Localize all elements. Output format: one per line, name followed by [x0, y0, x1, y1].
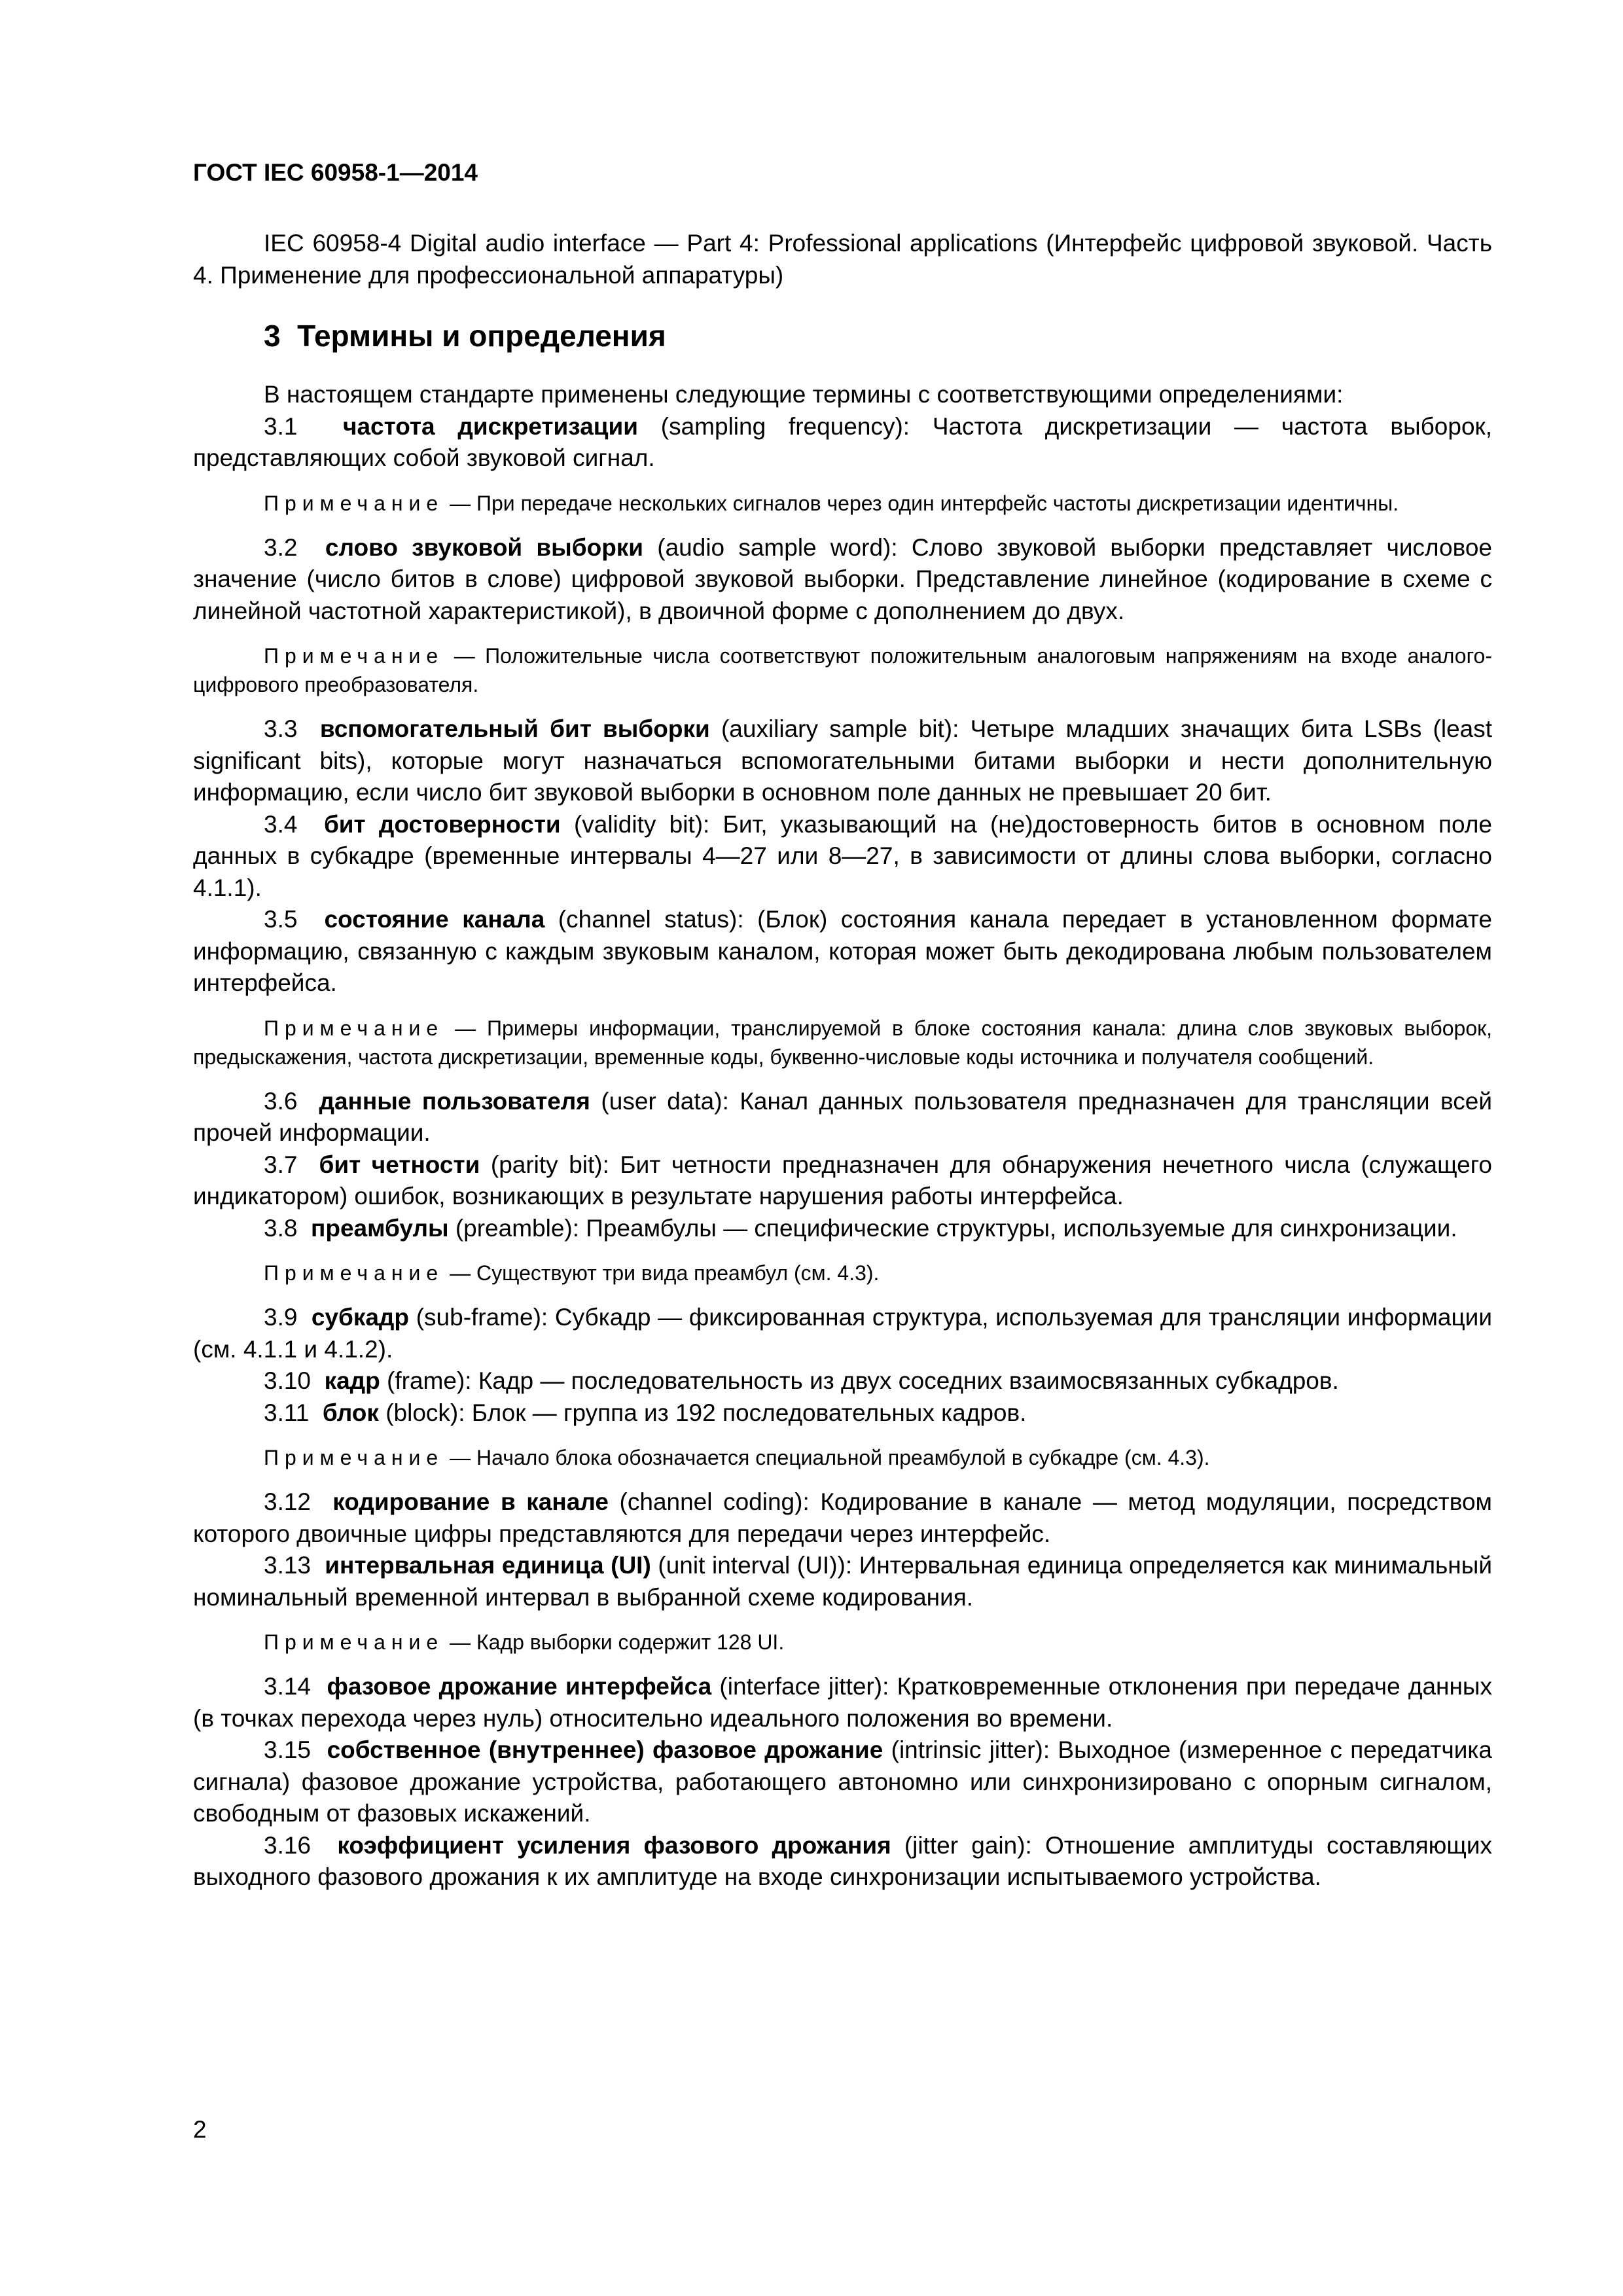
- term-3-3: [193, 713, 1492, 809]
- document-page: [193, 157, 1492, 1893]
- term-definition: (frame): Кадр — последовательность из двух соседних взаимосвязанных субкадров.: [380, 1367, 1339, 1394]
- term-3-7: [193, 1149, 1492, 1213]
- term-definition: (audio sample word): Слово звуковой выборки представляет числовое значение (число битов в слове) цифровой звуковой выборки. Представление линейное (кодирование в схеме с линейной частотной характеристикой), в двоичной форме с дополнением до двух.: [193, 533, 1492, 624]
- term-name: данные пользователя: [319, 1087, 590, 1115]
- term-name: частота дискретизации: [342, 412, 639, 440]
- term-number: 3.6: [264, 1087, 298, 1115]
- term-number: 3.8: [264, 1214, 298, 1242]
- term-definition: (interface jitter): Кратковременные отклонения при передаче данных (в точках перехода через нуль) относительно идеального положения во времени.: [193, 1673, 1492, 1732]
- note-3-8: [193, 1259, 1492, 1287]
- term-3-15: [193, 1734, 1492, 1830]
- term-name: интервальная единица (UI): [325, 1552, 651, 1579]
- note-text: — Кадр выборки содержит 128 UI.: [444, 1630, 785, 1654]
- term-definition: (channel coding): Кодирование в канале — метод модуляции, посредством которого двоичные цифры представляются для передачи через интерфейс.: [193, 1488, 1492, 1547]
- note-label: Примечание: [264, 1446, 444, 1469]
- note-text: — При передаче нескольких сигналов через один интерфейс частоты дискретизации идентичны.: [444, 491, 1399, 515]
- term-name: собственное (внутреннее) фазовое дрожание: [327, 1736, 883, 1763]
- term-name: слово звуковой выборки: [325, 533, 644, 561]
- term-definition: (jitter gain): Отношение амплитуды составляющих выходного фазового дрожания к их амплитуде на входе синхронизации испытываемого устройства.: [193, 1831, 1492, 1890]
- note-text: — Положительные числа соответствуют положительным аналоговым напряжениям на входе аналого-цифрового преобразователя.: [193, 644, 1492, 696]
- term-number: 3.1: [264, 412, 298, 440]
- note-label: Примечание: [264, 1630, 444, 1654]
- note-label: Примечание: [264, 491, 444, 515]
- note-label: Примечание: [264, 644, 444, 668]
- section-number: 3: [264, 319, 281, 353]
- note-label: Примечание: [264, 1016, 444, 1040]
- term-number: 3.14: [264, 1673, 312, 1700]
- term-number: 3.10: [264, 1367, 312, 1394]
- term-3-14: [193, 1671, 1492, 1734]
- term-3-1: [193, 411, 1492, 475]
- term-definition: (sub-frame): Субкадр — фиксированная структура, используемая для трансляции информации (см. 4.1.1 и 4.1.2).: [193, 1304, 1492, 1363]
- term-3-5: [193, 904, 1492, 999]
- term-number: 3.12: [264, 1488, 312, 1515]
- term-name: кодирование в канале: [332, 1488, 609, 1515]
- term-number: 3.15: [264, 1736, 312, 1763]
- page-number: 2: [193, 2116, 207, 2143]
- note-text: — Существуют три вида преамбул (см. 4.3).: [444, 1261, 880, 1285]
- term-3-4: [193, 809, 1492, 905]
- term-3-16: [193, 1830, 1492, 1893]
- term-definition: (sampling frequency): Частота дискретизации — частота выборок, представляющих собой звуковой сигнал.: [193, 412, 1493, 471]
- term-name: кадр: [324, 1367, 380, 1394]
- term-3-8: [193, 1213, 1492, 1245]
- term-definition: (validity bit): Бит, указывающий на (не)достоверность битов в основном поле данных в субкадре (временные интервалы 4—27 или 8—27, в зависимости от длины слова выборки, согласно 4.1.1).: [193, 810, 1492, 901]
- term-name: коэффициент усиления фазового дрожания: [337, 1831, 891, 1859]
- section-heading: [193, 317, 1492, 354]
- term-definition: (unit interval (UI)): Интервальная единица определяется как минимальный номинальный временной интервал в выбранной схеме кодирования.: [193, 1552, 1493, 1611]
- term-number: 3.11: [264, 1399, 310, 1426]
- term-number: 3.4: [264, 810, 298, 838]
- note-text: — Начало блока обозначается специальной преамбулой в субкадре (см. 4.3).: [444, 1446, 1210, 1469]
- term-3-13: [193, 1550, 1492, 1613]
- section-title: Термины и определения: [297, 319, 666, 353]
- note-3-1: [193, 489, 1492, 518]
- note-3-2: [193, 641, 1492, 699]
- note-3-13: [193, 1628, 1492, 1657]
- term-definition: (user data): Канал данных пользователя предназначен для трансляции всей прочей информации.: [193, 1087, 1492, 1146]
- section-lead: В настоящем стандарте применены следующие термины с соответствующими определениями:: [264, 381, 1344, 408]
- term-definition: (preamble): Преамбулы — специфические структуры, используемые для синхронизации.: [448, 1214, 1457, 1242]
- term-definition: (intrinsic jitter): Выходное (измеренное с передатчика сигнала) фазовое дрожание устройства, работающего автономно или синхронизировано с опорным сигналом, свободным от фазовых искажений.: [193, 1736, 1492, 1827]
- term-number: 3.7: [264, 1151, 298, 1178]
- term-name: фазовое дрожание интерфейса: [327, 1673, 712, 1700]
- note-text: — Примеры информации, транслируемой в блоке состояния канала: длина слов звуковых выборок, предыскажения, частота дискретизации, временные коды, буквенно-числовые коды источника и получателя сообщений.: [193, 1016, 1492, 1069]
- intro-reference: IEC 60958-4 Digital audio interface — Part 4: Professional applications (Интерфейс цифровой звуковой. Часть 4. Применение для профессиональной аппаратуры): [193, 230, 1492, 289]
- term-3-6: [193, 1086, 1492, 1149]
- term-name: бит достоверности: [323, 810, 561, 838]
- term-name: блок: [322, 1399, 379, 1426]
- page-header: ГОСТ IEC 60958-1—2014: [193, 159, 478, 186]
- term-definition: (block): Блок — группа из 192 последовательных кадров.: [378, 1399, 1027, 1426]
- term-definition: (parity bit): Бит четности предназначен для обнаружения нечетного числа (служащего индикатором) ошибок, возникающих в результате нарушения работы интерфейса.: [193, 1151, 1492, 1210]
- term-definition: (channel status): (Блок) состояния канала передает в установленном формате информацию, связанную с каждым звуковым каналом, которая может быть декодирована любым пользователем интерфейса.: [193, 906, 1492, 996]
- term-3-10: [193, 1365, 1492, 1397]
- term-3-11: [193, 1397, 1492, 1429]
- term-name: состояние канала: [324, 906, 545, 933]
- note-label: Примечание: [264, 1261, 444, 1285]
- term-3-9: [193, 1302, 1492, 1365]
- term-name: преамбулы: [311, 1214, 449, 1242]
- term-number: 3.2: [264, 533, 298, 561]
- term-3-2: [193, 532, 1492, 628]
- term-number: 3.5: [264, 906, 298, 933]
- term-number: 3.16: [264, 1831, 312, 1859]
- term-number: 3.3: [264, 715, 298, 742]
- term-number: 3.13: [264, 1552, 312, 1579]
- term-name: субкадр: [311, 1304, 410, 1331]
- term-name: бит четности: [319, 1151, 480, 1178]
- note-3-11: [193, 1443, 1492, 1472]
- term-number: 3.9: [264, 1304, 298, 1331]
- term-3-12: [193, 1486, 1492, 1550]
- term-definition: (auxiliary sample bit): Четыре младших значащих бита LSBs (least significant bits), которые могут назначаться вспомогательными битами выборки и нести дополнительную информацию, если число бит звуковой выборки в основном поле данных не превышает 20 бит.: [193, 715, 1493, 806]
- note-3-5: [193, 1014, 1492, 1071]
- term-name: вспомогательный бит выборки: [319, 715, 710, 742]
